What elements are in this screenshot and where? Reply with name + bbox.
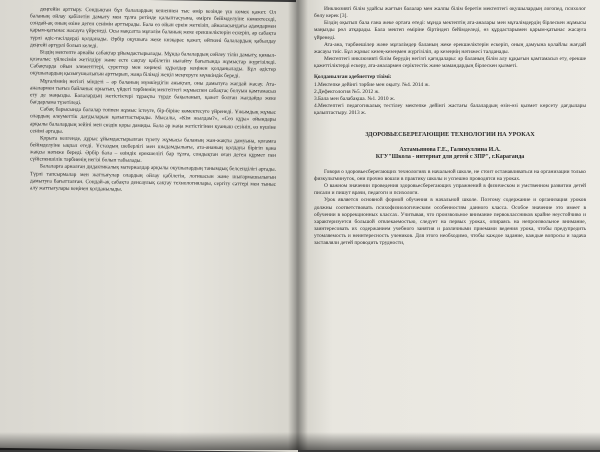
reference-item: 4.Мектептегі педагогикалық тестілеу мектепке дейінгі жастағы балалардың өзін-өзі қызмет көрсету дағдылары қалыптастыру. 2013 ж. bbox=[314, 103, 586, 117]
article-paragraph: Говоря о здоровьесберегающих технологиях в начальной школе, не стоит останавливаться на организации только физкультминуток, они прочно вошли в практику школы и успешно проводятся на уроках. bbox=[314, 168, 586, 182]
reference-item: 3.Бала мен балабақша. №1. 2010 ж. bbox=[314, 95, 396, 102]
left-paragraph: деңгейін арттыру. Сондықтан бұл балалардың кешеннен тыс өмір кезінде үш көмек қажет. Ол баланың ойлау қабілетін дамыту мен тұлға ретінде қалыптасуына, өмірге бейімделуіне көмектеседі, сондай-ақ оның өзіне деген сенімін арттырады. Бала өз ойын еркін жеткізіп, айналасындағы адамдармен қарым-қатынас жасауға үйренеді. Осы мақсатта мұғалім баланың жеке ерекшеліктерін ескеріп, әр сабақта түрлі әдіс-тәсілдерді қолданады. Әрбір оқушыға жеке көзқарас қажет, өйткені балалардың қабылдау деңгейі әртүрлі болып келеді. bbox=[30, 6, 276, 50]
article-organization: КГУ"Школа - интернат для детей с ЗПР", г.Караганда bbox=[375, 153, 525, 160]
right-paragraph: Біздің оқытып бала ғана жеке ортаға өтеді: мұнда мектептің ата-аналары мен мұғалімдердің бірлескен жұмысы маңызды рөл атқарады. Бала мектеп өміріне біртіндеп бейімделеді, өз құрдастарымен қарым-қатынас жасауға үйренеді. bbox=[314, 20, 586, 41]
left-page bbox=[0, 0, 298, 452]
left-paragraph: Қорыта келгенде, дұрыс ұйымдастырылған түзету жұмысы баланың жан-жақты дамуына, қоғамға бейімделуіне ықпал етеді. Ұстаздың шеберлігі мен шыдамдылығы, ата-ананың қолдауы бірігіп қана жақсы нәтиже береді. Әрбір бала – өзіндік ерекшелігі бар тұлға, сондықтан оған деген құрмет пен сүйіспеншілік тәрбиенің негізі болып табылады. bbox=[30, 135, 276, 165]
article-paragraph: О важном значении проведения здоровьесберегающих упражнений в физическом и умственном развитии детей писали и пишут врачи, педагоги и психологи. bbox=[314, 183, 586, 197]
right-paragraph: Ата-ана, тәрбиешілер және мұғалімдер баланың жеке ерекшеліктерін ескеріп, оның дамуына қолайлы жағдай жасауы тиіс. Бұл жұмыс кезең-кезеңмен жүргізіліп, әр кезеңнің нәтижесі талданады. bbox=[314, 41, 586, 55]
left-paragraph: Мұғалімнің негізгі міндеті – әр баланың мүмкіндігін анықтап, оны дамытуға жағдай жасау. Ата-аналармен тығыз байланыс орнатып, үйдегі тәрбиенің мектептегі жұмыспен сабақтас болуын қамтамасыз ету де маңызды. Балалардың жетістіктері тұрақты түрде бақыланып, қажет болған жағдайда жеке бағдарлама түзетіледі. bbox=[30, 78, 276, 107]
right-page bbox=[296, 0, 600, 450]
article-authors: Ахтамьянова Г.Е., Галимуллина И.А. bbox=[399, 146, 501, 153]
reference-item: 1.Мектепке дейінгі тәрбие мен оқыту. №4. 2014 ж. bbox=[314, 81, 430, 88]
article-paragraph: Урок является основной формой обучения в начальной школе. Поэтому содержание и организация уроков должны соответствовать психофизиологическим особенностям данного класса. Особое значение это имеет в обучении в коррекционных классах. Учитывая, что произвольное внимание первоклассников крайне неустойчиво и характеризуется большой отвлекаемостью, следует на первых уроках, опираясь на непроизвольное внимание, заинтересовать их содержанием учебного занятия и различными приемами ведения урока, чтобы предупредить утомляемость и неинтересность учеников. Для этого необходимо, чтобы каждое задание, каждые вопросы и задача заставляли детей проводить трудности, bbox=[314, 197, 586, 247]
right-paragraph: Инклюзивті білім удайсы жағтын балалар мен жалпы білім беретін мектептегі оқушылардың логопед, психолог бөлу керек [3]. bbox=[314, 6, 586, 20]
left-paragraph: Біздің мектепте арнайы сабақтар ұйымдастырылады. Мұнда балалардың сөйлеу тілін дамыту, қимыл-қозғалыс үйлесімін жетілдіру және есте сақтау қабілетін нығайту бағытында жұмыстар жүргізіледі. Сабақтарда ойын элементтері, суреттер мен көрнекі құралдар кеңінен қолданылады. Бұл әдістер оқушылардың қызығушылығын арттырып, жаңа білімді жеңіл меңгеруге мүмкіндік береді. bbox=[30, 49, 276, 80]
article-title: ЗДОРОВЬЕСБЕРЕГАЮЩИЕ ТЕХНОЛОГИИ НА УРОКАХ bbox=[365, 131, 535, 139]
article-body bbox=[314, 169, 586, 248]
right-paragraph: Мектептегі инклюзивті білім берудің негізгі қағидалары: әр баланың білім алу құқығын қамтамасыз ету, ерекше қажеттіліктерді ескеру, ата-аналармен серіктестік және мамандардың бірлескен қызметі. bbox=[314, 56, 586, 70]
left-paragraph: Балаларға арналған дидактикалық материалдар арқылы оқушылардың танымдық белсенділігі артады. Түрлі тапсырмалар мен жаттығулар олардың ойлау қабілетін, логикасын және шығармашылығын дамытуға бағытталған. Сондай-ақ сабақта денсаулық сақтау технологиялары, сергіту сәттері мен тыныс алу жаттығулары кеңінен қолданылады. bbox=[30, 163, 276, 193]
right-intro bbox=[314, 0, 586, 70]
references-heading: Қолданылған әдебиеттер тізімі: bbox=[314, 74, 392, 81]
left-paragraph: Сабақ барысында балалар топпен жұмыс істеуге, бір-біріне көмектесуге үйренеді. Ұжымдық жұмыс олардың әлеуметтік дағдыларын қалыптастырады. Мысалы, «Кім жылдам?», «Сөз құра» ойындары арқылы балалардың зейіні мен сөздік қоры дамиды. Бала әр жаңа жетістігінен қуаныш сезініп, өз күшіне сенімі артады. bbox=[30, 106, 276, 135]
references-list bbox=[314, 82, 586, 118]
reference-item: 2.Дефектология №5. 2012 ж. bbox=[314, 88, 380, 95]
